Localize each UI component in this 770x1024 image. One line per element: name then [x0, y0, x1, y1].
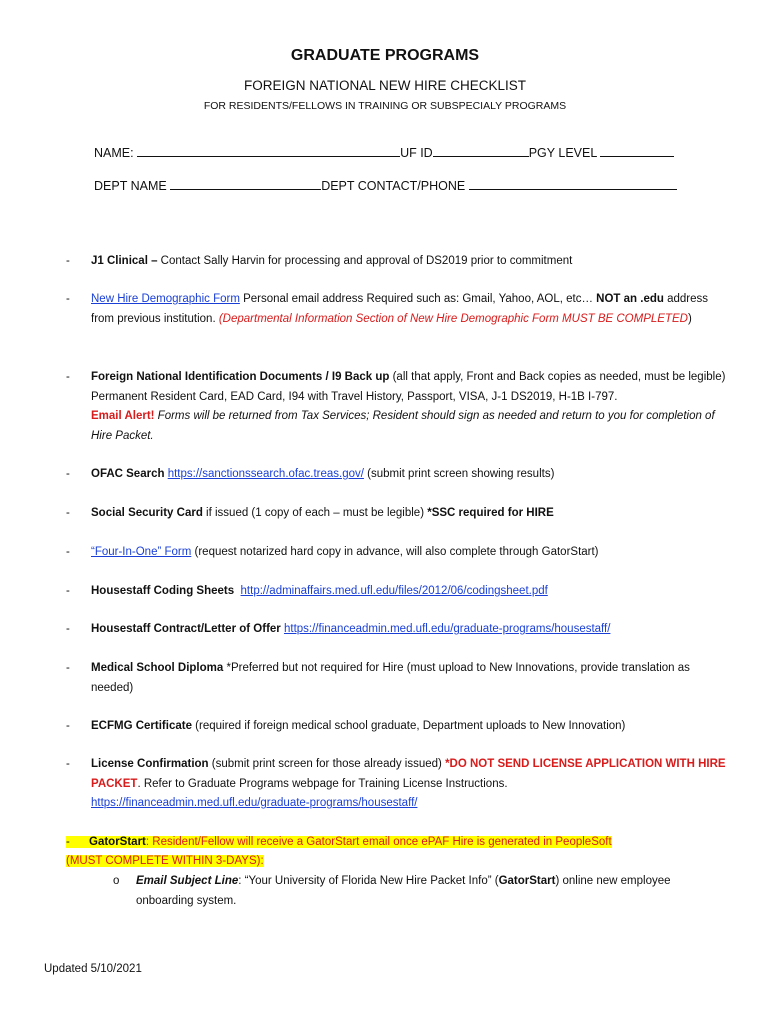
bullet-dash: -: [66, 255, 70, 267]
item-text: (submit print screen showing results): [363, 468, 555, 480]
item-label: Foreign National Identification Documents / I9 Back up: [91, 371, 390, 383]
item-text: *Preferred but not required for Hire (must upload to New Innovations, provide translation as needed): [91, 662, 690, 694]
bullet-dash: -: [66, 758, 70, 770]
item-text: (submit print screen for those already issued): [208, 758, 446, 770]
ufid-label: UF ID: [400, 146, 433, 160]
page-subtitle: FOREIGN NATIONAL NEW HIRE CHECKLIST: [243, 78, 527, 93]
item-emphasis: *SSC required for HIRE: [427, 507, 554, 519]
bullet-dash: -: [66, 662, 70, 674]
item-label: Medical School Diploma: [91, 662, 224, 674]
gatorstart-label: GatorStart: [89, 836, 146, 848]
item-text: (all that apply, Front and Back copies as needed, must be legible) Permanent Resident Card, EAD Card, I94 with Travel History, Passport, VISA, J-1 DS2019, H-1B I-797.: [91, 371, 726, 403]
ofac-link[interactable]: https://sanctionssearch.ofac.treas.gov/: [167, 468, 364, 480]
ufid-field[interactable]: [433, 143, 529, 157]
demographic-form-link[interactable]: New Hire Demographic Form: [91, 293, 240, 305]
item-emphasis: NOT an .edu: [596, 293, 664, 305]
bullet-dash: -: [66, 623, 70, 635]
item-emphasis: GatorStart: [498, 875, 556, 887]
footer-updated: Updated 5/10/2021: [44, 963, 142, 975]
item-warning: *DO NOT SEND LICENSE APPLICATION WITH HIRE PACKET: [91, 758, 726, 790]
item-text: Contact Sally Harvin for processing and approval of DS2019 prior to commitment: [157, 255, 573, 267]
page-title: GRADUATE PROGRAMS: [290, 47, 480, 64]
name-field[interactable]: [137, 143, 400, 157]
item-label: Housestaff Coding Sheets: [91, 585, 235, 597]
item-note: Forms will be returned from Tax Services; Resident should sign as needed and return to you for completion of Hire Packet.: [91, 410, 715, 442]
item-text: if issued (1 copy of each – must be legible): [202, 507, 428, 519]
item-label: ECFMG Certificate: [91, 720, 192, 732]
item-text: : “Your University of Florida New Hire Packet Info” (: [238, 875, 499, 887]
gatorstart-deadline: [66, 852, 264, 872]
item-label: OFAC Search: [91, 468, 165, 480]
sub-bullet-o: o: [113, 875, 120, 887]
gatorstart-line: [66, 833, 612, 853]
item-text: (required if foreign medical school graduate, Department uploads to New Innovation): [191, 720, 626, 732]
pgy-field[interactable]: [600, 143, 674, 157]
four-in-one-link[interactable]: “Four-In-One” Form: [91, 546, 192, 558]
coding-sheet-link[interactable]: http://adminaffairs.med.ufl.edu/files/2012/06/codingsheet.pdf: [240, 585, 548, 597]
item-text: ) online new employee onboarding system.: [136, 875, 671, 907]
contact-label: DEPT CONTACT/PHONE: [321, 179, 466, 193]
bullet-dash: -: [66, 720, 70, 732]
name-row: [94, 143, 674, 160]
subject-line-label: Email Subject Line: [136, 875, 239, 887]
dept-field[interactable]: [170, 176, 321, 190]
item-text: . Refer to Graduate Programs webpage for Training License Instructions.: [137, 777, 508, 790]
pgy-label: PGY LEVEL: [528, 146, 597, 160]
item-warning: (Departmental Information Section of New Hire Demographic Form MUST BE COMPLETED: [218, 312, 688, 325]
sub-bullet-marker: [113, 872, 119, 892]
item-text: Personal email address Required such as: Gmail, Yahoo, AOL, etc…: [239, 293, 597, 305]
sub-list-item: [136, 872, 726, 911]
page-subheading: FOR RESIDENTS/FELLOWS IN TRAINING OR SUBSPECIALY PROGRAMS: [203, 100, 567, 112]
dept-label: DEPT NAME: [94, 179, 167, 193]
name-label: NAME:: [94, 146, 134, 160]
bullet-dash: -: [66, 585, 70, 597]
license-link[interactable]: https://financeadmin.med.ufl.edu/graduate-programs/housestaff/: [91, 797, 418, 809]
bullet-dash: -: [66, 371, 70, 383]
gatorstart-deadline-text: (MUST COMPLETE WITHIN 3-DAYS):: [66, 855, 264, 867]
item-label: License Confirmation: [91, 758, 209, 770]
bullet-dash: -: [66, 546, 70, 558]
email-alert: Email Alert!: [91, 410, 155, 422]
item-text: ): [687, 312, 692, 325]
gatorstart-warning: : Resident/Fellow will receive a GatorStart email once ePAF Hire is generated in PeopleSoft: [145, 836, 612, 848]
item-label: J1 Clinical –: [91, 255, 158, 267]
dept-row: [94, 176, 677, 193]
bullet-dash: -: [66, 293, 70, 305]
item-label: Social Security Card: [91, 507, 203, 519]
bullet-dash: -: [66, 468, 70, 480]
item-label: Housestaff Contract/Letter of Offer: [91, 623, 281, 635]
housestaff-link[interactable]: https://financeadmin.med.ufl.edu/graduate-programs/housestaff/: [283, 623, 611, 635]
bullet-dash: -: [66, 507, 70, 519]
contact-field[interactable]: [469, 176, 677, 190]
item-text: address from previous institution.: [91, 293, 709, 325]
bullet-dash: -: [66, 836, 70, 848]
item-text: (request notarized hard copy in advance, will also complete through GatorStart): [191, 546, 599, 558]
